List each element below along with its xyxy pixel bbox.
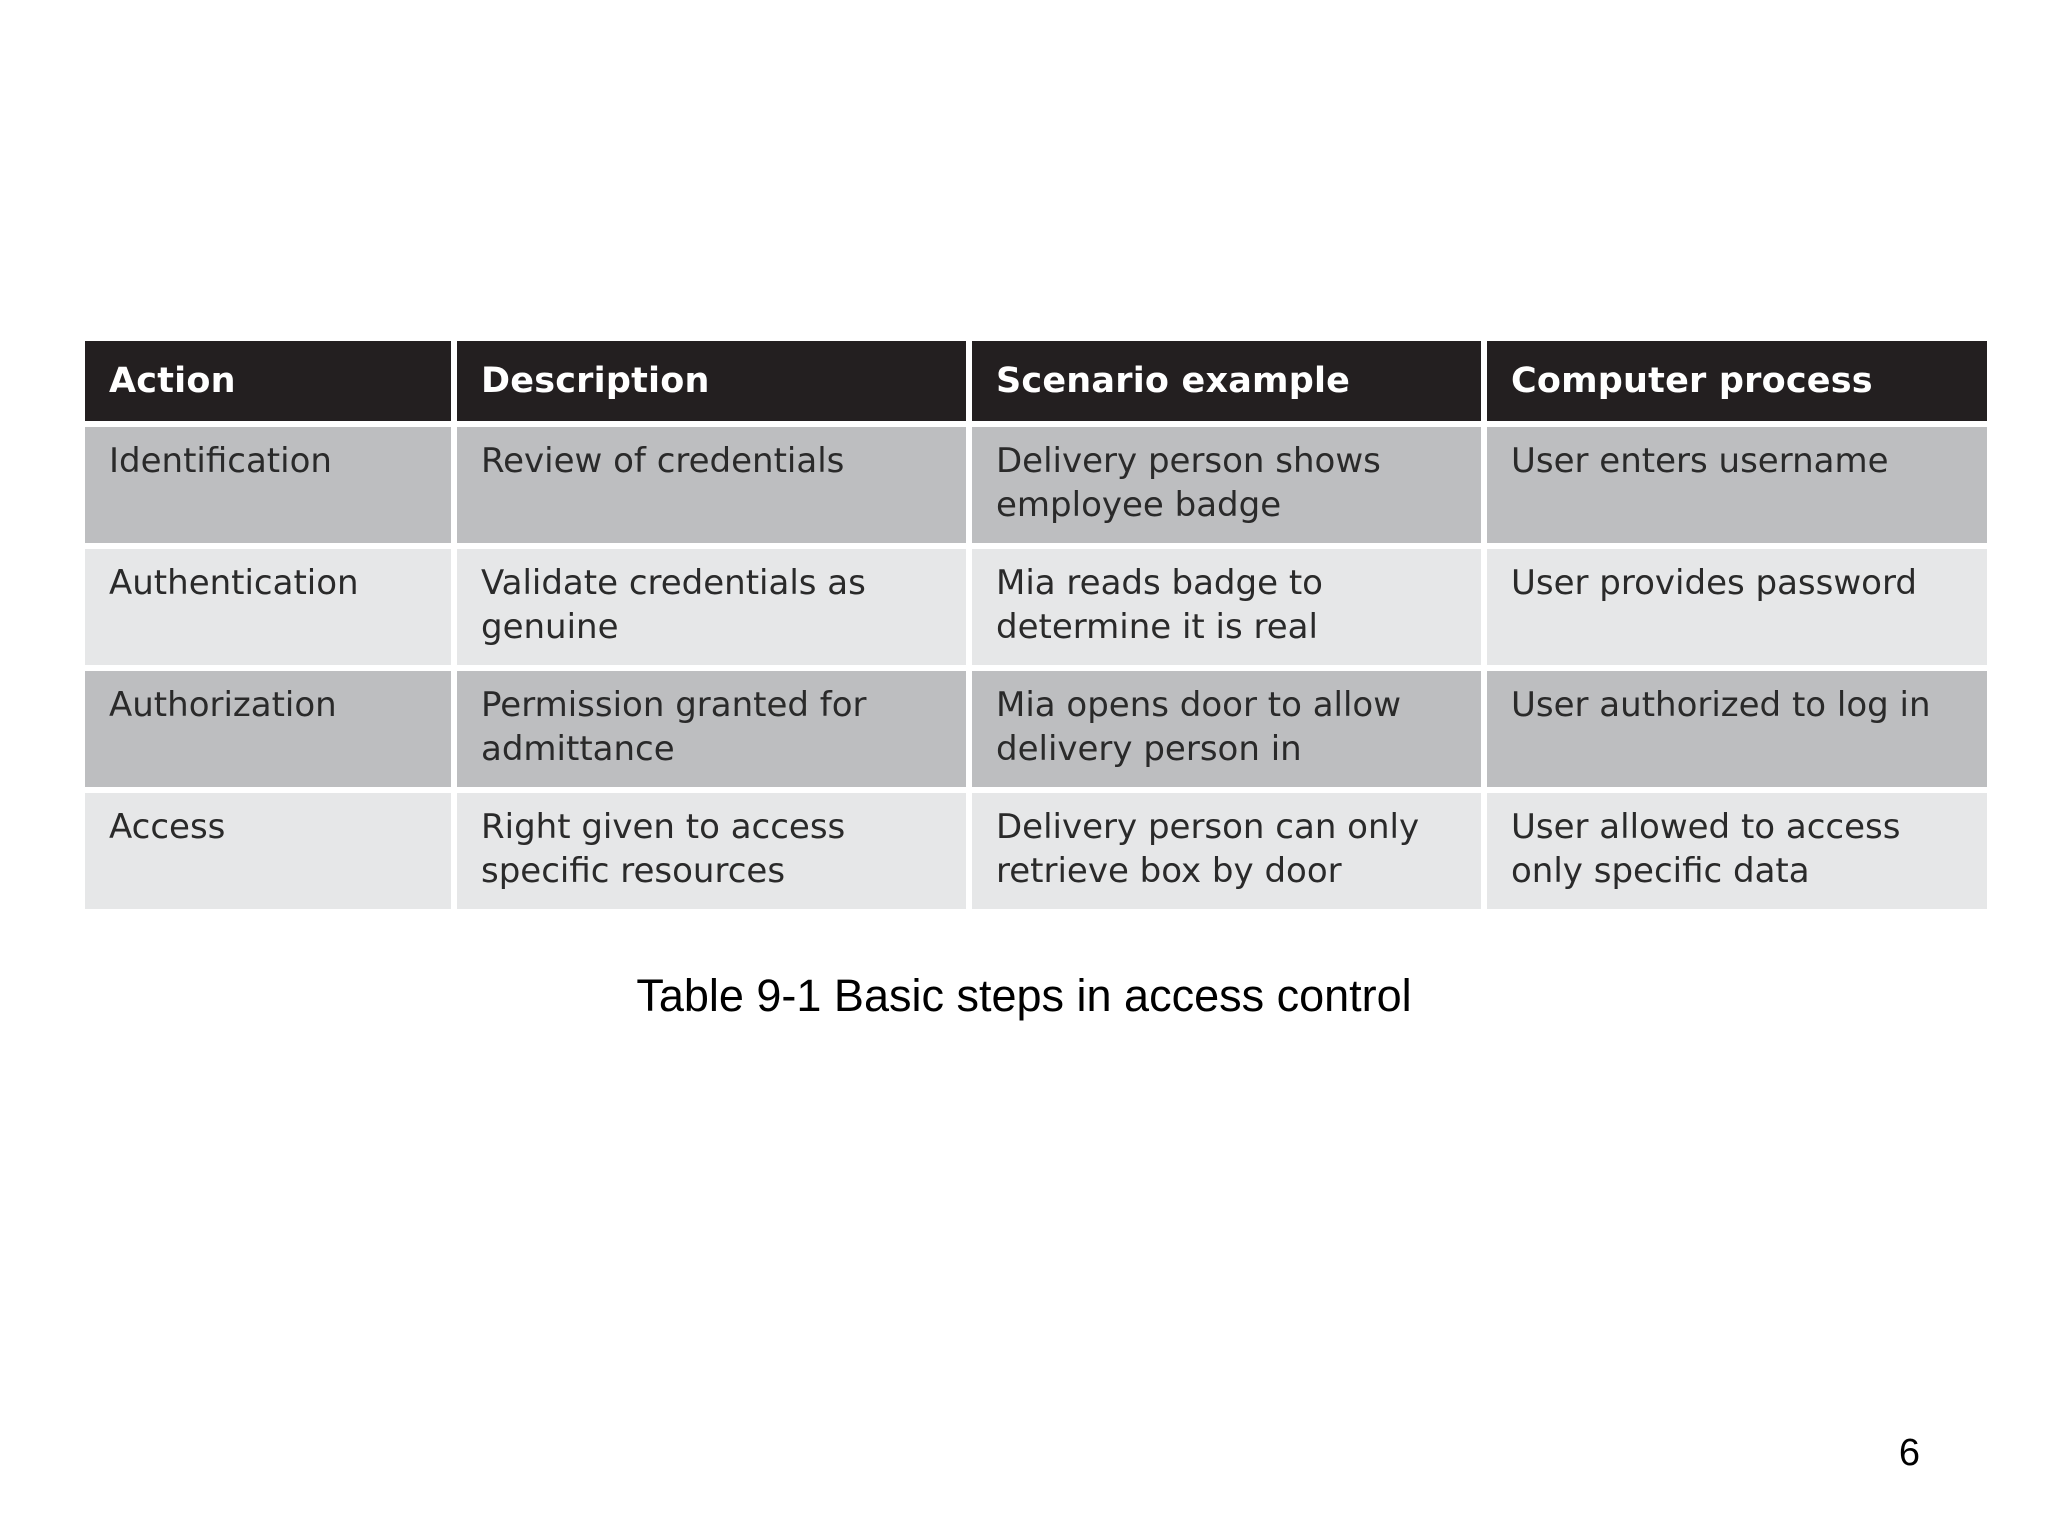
table-cell: User enters username bbox=[1487, 427, 1987, 543]
table-header-row bbox=[85, 341, 1987, 421]
table-cell: Review of credentials bbox=[457, 427, 966, 543]
table-cell: Delivery person shows employee badge bbox=[972, 427, 1481, 543]
access-control-table bbox=[79, 335, 1993, 915]
table-row bbox=[85, 549, 1987, 665]
table-caption: Table 9-1 Basic steps in access control bbox=[636, 970, 1412, 1021]
table-cell: Delivery person can only retrieve box by door bbox=[972, 793, 1481, 909]
table-row bbox=[85, 793, 1987, 909]
table-cell: Right given to access specific resources bbox=[457, 793, 966, 909]
page-number: 6 bbox=[1898, 1432, 1920, 1474]
table-cell: User allowed to access only specific data bbox=[1487, 793, 1987, 909]
table-cell: Authorization bbox=[85, 671, 451, 787]
table-cell: Authentication bbox=[85, 549, 451, 665]
table-cell: User authorized to log in bbox=[1487, 671, 1987, 787]
table-row bbox=[85, 427, 1987, 543]
table-row bbox=[85, 671, 1987, 787]
table-cell: Permission granted for admittance bbox=[457, 671, 966, 787]
table-cell: User provides password bbox=[1487, 549, 1987, 665]
header-computer-process: Computer process bbox=[1487, 341, 1987, 421]
header-scenario-example: Scenario example bbox=[972, 341, 1481, 421]
table-cell: Mia reads badge to determine it is real bbox=[972, 549, 1481, 665]
header-description: Description bbox=[457, 341, 966, 421]
table-cell: Identification bbox=[85, 427, 451, 543]
header-action: Action bbox=[85, 341, 451, 421]
table-cell: Validate credentials as genuine bbox=[457, 549, 966, 665]
table-cell: Access bbox=[85, 793, 451, 909]
table-cell: Mia opens door to allow delivery person in bbox=[972, 671, 1481, 787]
